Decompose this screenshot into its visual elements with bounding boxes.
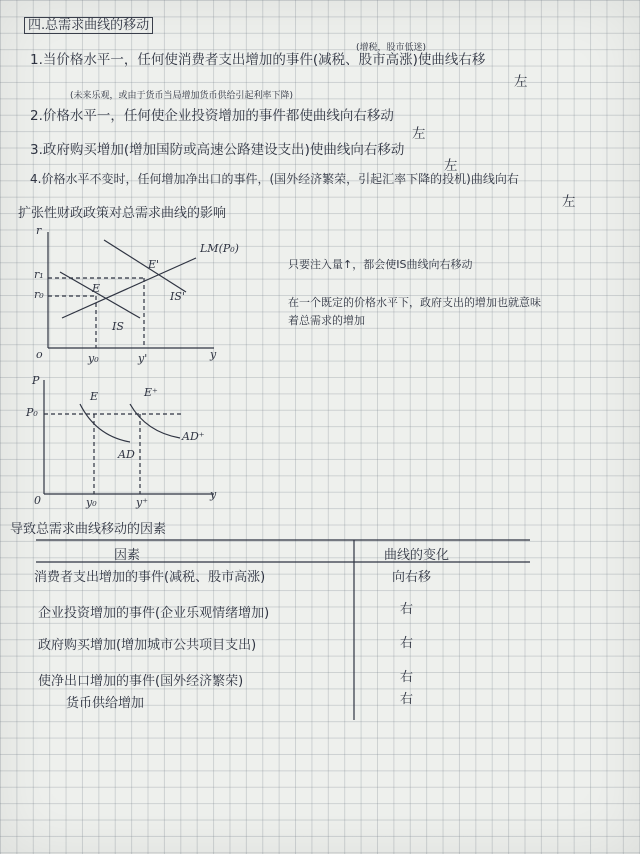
r0-label: r₀ [34, 288, 44, 301]
ad-plus-label: AD⁺ [182, 430, 205, 443]
is-lm-y-label: y [210, 348, 217, 361]
item1-number: 1. [30, 52, 43, 68]
ad-y-label: y [210, 488, 217, 501]
table-row-5-factor: 货币供给增加 [66, 696, 145, 711]
item4-number: 4. [30, 172, 42, 186]
section-title-text: 四.总需求曲线的移动 [24, 17, 153, 34]
item3-number: 3. [30, 142, 43, 158]
item3-body: 政府购买增加(增加国防或高速公路建设支出)使曲线向右移动 [42, 142, 405, 158]
item1-body: 当价格水平一，任何使消费者支出增加的事件(减税、股市高涨)使曲线右移 [42, 52, 486, 68]
table-row-5-change: 右 [400, 692, 414, 707]
fiscal-note-2b: 着总需求的增加 [288, 314, 365, 327]
item4-note-left: 左 [562, 194, 576, 210]
item1-note-above: (增税，股市低迷) [356, 43, 427, 53]
fiscal-note-2a: 在一个既定的价格水平下，政府支出的增加也就意味 [288, 296, 541, 309]
item4-body: 价格水平不变时，任何增加净出口的事件，(国外经济繁荣，引起汇率下降的投机)曲线向右 [41, 172, 519, 186]
table-title: 导致总需求曲线移动的因素 [10, 522, 167, 537]
item2-body: 价格水平一，任何使企业投资增加的事件都使曲线向右移动 [42, 108, 394, 124]
point-e-prime-label: E' [148, 258, 160, 271]
table-row-2-factor: 企业投资增加的事件(企业乐观情绪增加) [38, 606, 270, 621]
is-prime-label: IS' [170, 290, 185, 303]
table-header-change: 曲线的变化 [384, 548, 450, 563]
item1-note-left: 左 [514, 74, 528, 90]
p0-label: P₀ [26, 406, 38, 419]
point-e-label: E [92, 282, 101, 295]
table-row-4-change: 右 [400, 670, 414, 685]
table-row-4-factor: 使净出口增加的事件(国外经济繁荣) [38, 674, 244, 689]
fiscal-note-1: 只要注入量↑，都会使IS曲线向右移动 [288, 258, 473, 271]
lm-label: LM(P₀) [200, 242, 239, 255]
ad-origin-label: 0 [34, 494, 41, 507]
r1-label: r₁ [34, 268, 44, 281]
table-row-1-factor: 消费者支出增加的事件(减税、股市高涨) [34, 570, 266, 585]
table-row-2-change: 右 [400, 602, 414, 617]
table-row-3-change: 右 [400, 636, 414, 651]
table-row-1-change: 向右移 [392, 570, 432, 585]
ad-point-e-label: E [90, 390, 99, 403]
is-label: IS [112, 320, 124, 333]
ad-p-label: P [32, 374, 40, 387]
ad-label: AD [118, 448, 135, 461]
ad-y0-label: y₀ [86, 496, 97, 509]
fiscal-title: 扩张性财政政策对总需求曲线的影响 [18, 206, 227, 221]
y-prime-label: y' [138, 352, 148, 365]
is-lm-r-label: r [36, 224, 42, 237]
item2-note-left: 左 [412, 126, 426, 142]
table-header-factor: 因素 [114, 548, 141, 563]
item1-note-below: (未来乐观，或由于货币当局增加货币供给引起利率下降) [70, 91, 294, 101]
ad-point-eplus-label: E⁺ [144, 386, 158, 399]
ad-yplus-label: y⁺ [136, 496, 149, 509]
is-lm-origin-label: o [36, 348, 43, 361]
table-row-3-factor: 政府购买增加(增加城市公共项目支出) [38, 638, 257, 653]
y0-label: y₀ [88, 352, 99, 365]
item2-number: 2. [30, 108, 43, 124]
item3-note-left: 左 [444, 158, 458, 174]
